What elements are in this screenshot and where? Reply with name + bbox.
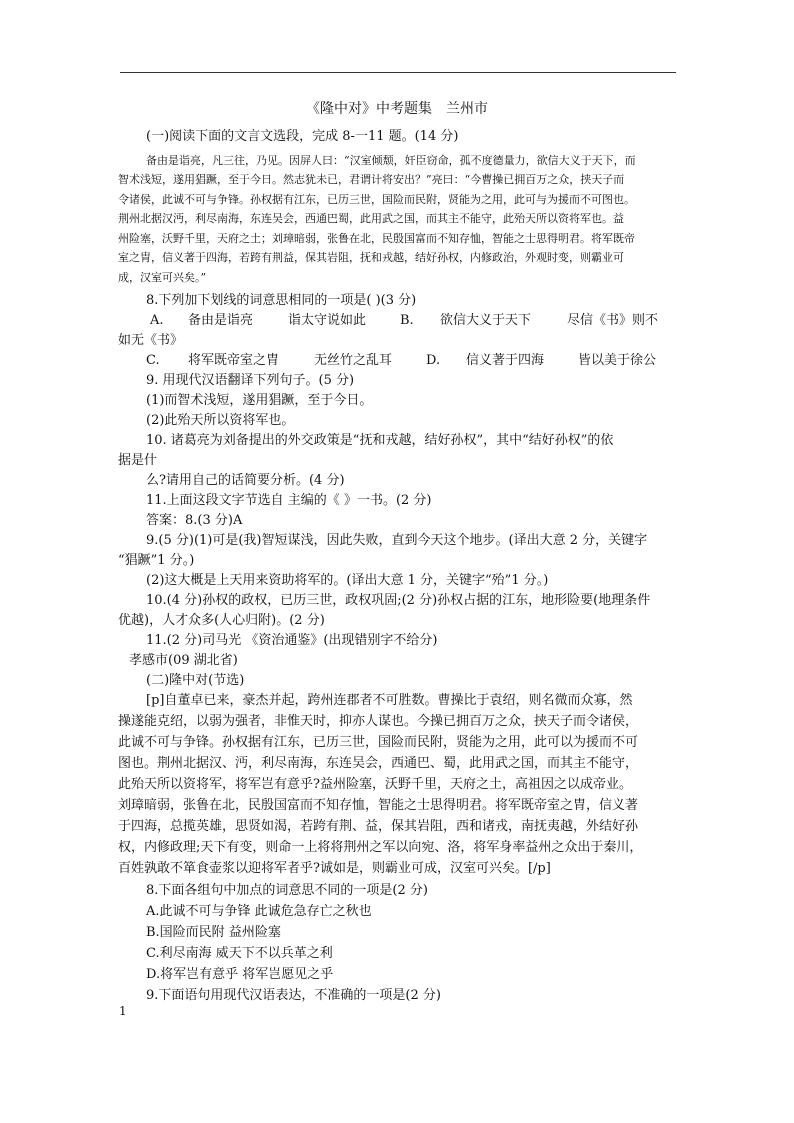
answer-label: 答案：8.(3 分)A	[146, 513, 243, 528]
page-title: 《隆中对》中考题集 兰州市	[306, 101, 488, 117]
passage-line: 智术浅短，遂用猖蹶，至于今日。然志犹未已，君谓计将安出？”亮曰：“今曹操已拥百万之众，挟天子而	[118, 173, 625, 186]
passage2-line: 刘璋暗弱，张鲁在北，民殷国富而不知存恤，智能之士思得明君。将军既帝室之胄，信义著	[118, 798, 639, 813]
option-c-phrase-1: 将军既帝室之胄	[188, 353, 280, 368]
section2-option-d: D.将军岂有意乎 将军岂愿见之乎	[146, 967, 334, 982]
passage-line: 荆州北据汉沔，利尽南海，东连吴会，西通巴蜀，此用武之国，而其主不能守，此殆天所以资将军也。益	[118, 212, 624, 225]
option-d-phrase-1: 信义著于四海	[466, 353, 545, 368]
option-d-phrase-2: 皆以美于徐公	[578, 353, 657, 368]
option-d-letter: D.	[426, 353, 441, 368]
section2-option-b: B.国险而民附 益州险塞	[146, 925, 281, 940]
passage-line: 备由是诣亮，凡三往，乃见。因屏人曰：“汉室倾颓，奸臣窃命，孤不度德量力，欲信大义于天下，而	[146, 154, 636, 167]
header-rule	[120, 72, 676, 73]
passage2-line: 于四海，总揽英雄，思贤如渴，若跨有荆、益，保其岩阻，西和诸戎，南抚夷越，外结好孙	[118, 819, 639, 834]
answer-10-line-1: 10.(4 分)孙权的政权，已历三世，政权巩固;(2 分)孙权占据的江东，地形险要(地理条件	[146, 593, 651, 608]
section2-question-9: 9.下面语句用现代汉语表达，不准确的一项是(2 分)	[146, 988, 441, 1003]
passage2-line: [p]自董卓已来，豪杰并起，跨州连郡者不可胜数。曹操比于袁绍，则名微而众寡，然	[146, 693, 633, 708]
passage2-line: 操遂能克绍，以弱为强者，非惟天时，抑亦人谋也。今操已拥百万之众，挟天子而令诸侯，	[118, 714, 639, 729]
section2-option-a: A.此诚不可与争锋 此诚危急存亡之秋也	[146, 904, 372, 919]
option-a-phrase-1: 备由是诣亮	[188, 313, 254, 328]
answer-11: 11.(2 分)司马光 《资治通鉴》(出现错别字不给分)	[146, 633, 438, 648]
option-b-phrase-2: 尽信《书》则不	[567, 313, 659, 328]
option-b-continuation: 如无《书》	[118, 333, 184, 348]
option-a-phrase-2: 诣太守说如此	[288, 313, 367, 328]
question-8: 8.下列加下划线的词意思相同的一项是( )(3 分)	[146, 293, 417, 308]
passage-line: 令诸侯，此诚不可与争锋。孙权据有江东，已历三世，国险而民附，贤能为之用，此可与为援而不可图也。	[118, 193, 635, 206]
page-number: 1	[119, 1004, 127, 1018]
section2-city: 孝感市(09 湖北省)	[129, 653, 238, 668]
passage2-line: 权，内修政理;天下有变，则命一上将将荆州之军以向宛、洛，将军身率益州之众出于秦川，	[118, 840, 643, 855]
passage-line: 室之胄，信义著于四海，若跨有荆益，保其岩阻，抚和戎越，结好孙权，内修政治，外观时变，则霸业可	[118, 251, 624, 264]
question-10-line-3: 么?请用自己的话简要分析。(4 分)	[146, 473, 345, 488]
passage2-line: 此诚不可与争锋。孙权据有江东，已历三世，国险而民附，贤能为之用，此可以为援而不可	[118, 735, 639, 750]
answer-10-line-2: 优越)，人才众多(人心归附)。(2 分)	[118, 613, 325, 628]
passage-line: 州险塞，沃野千里，天府之土；刘璋暗弱，张鲁在北，民殷国富而不知存恤，智能之士思得明君。将军既帝	[118, 232, 635, 245]
answer-9-line-3: (2)这大概是上天用来资助将军的。(译出大意 1 分，关键字“殆”1 分。)	[146, 573, 549, 588]
question-11: 11.上面这段文字节选自 主编的《 》一书。(2 分)	[146, 493, 432, 508]
answer-9-line-2: “猖蹶”1 分。)	[118, 553, 195, 568]
question-10-line-2: 据是什	[118, 453, 158, 468]
option-b-phrase-1: 欲信大义于天下	[440, 313, 532, 328]
answer-9-line-1: 9.(5 分)(1)可是(我)智短谋浅，因此失败，直到今天这个地步。(译出大意 2 分，关键字	[146, 533, 648, 548]
passage2-line: 图也。荆州北据汉、沔，利尽南海，东连吴会，西通巴、蜀，此用武之国，而其主不能守，	[118, 756, 639, 771]
question-10-line-1: 10. 诸葛亮为刘备提出的外交政策是“抚和戎越，结好孙权”，其中“结好孙权”的依	[146, 433, 614, 448]
question-9: 9. 用现代汉语翻译下列句子。(5 分)	[146, 373, 355, 388]
option-c-phrase-2: 无丝竹之乱耳	[314, 353, 393, 368]
section2-option-c: C.利尽南海 威天下不以兵革之利	[146, 946, 333, 961]
section1-instruction: (一)阅读下面的文言文选段，完成 8-一11 题。(14 分)	[146, 129, 459, 144]
passage2-line: 百姓孰敢不箪食壶浆以迎将军者乎?诚如是，则霸业可成，汉室可兴矣。[/p]	[118, 861, 551, 876]
section2-question-8: 8.下面各组句中加点的词意思不同的一项是(2 分)	[146, 883, 428, 898]
option-b-letter: B.	[400, 313, 414, 328]
option-a-letter: A.	[150, 313, 164, 328]
question-9-item-2: (2)此殆天所以资将军也。	[146, 413, 295, 428]
question-9-item-1: (1)而智术浅短，遂用猖蹶，至于今日。	[146, 393, 373, 408]
option-c-letter: C.	[146, 353, 160, 368]
passage2-line: 此殆天所以资将军，将军岂有意乎?益州险塞，沃野千里，天府之土，高祖因之以成帝业。	[118, 777, 632, 792]
passage-line: 成，汉室可兴矣。”	[118, 271, 207, 284]
section2-heading: (二)隆中对(节选)	[146, 673, 245, 688]
